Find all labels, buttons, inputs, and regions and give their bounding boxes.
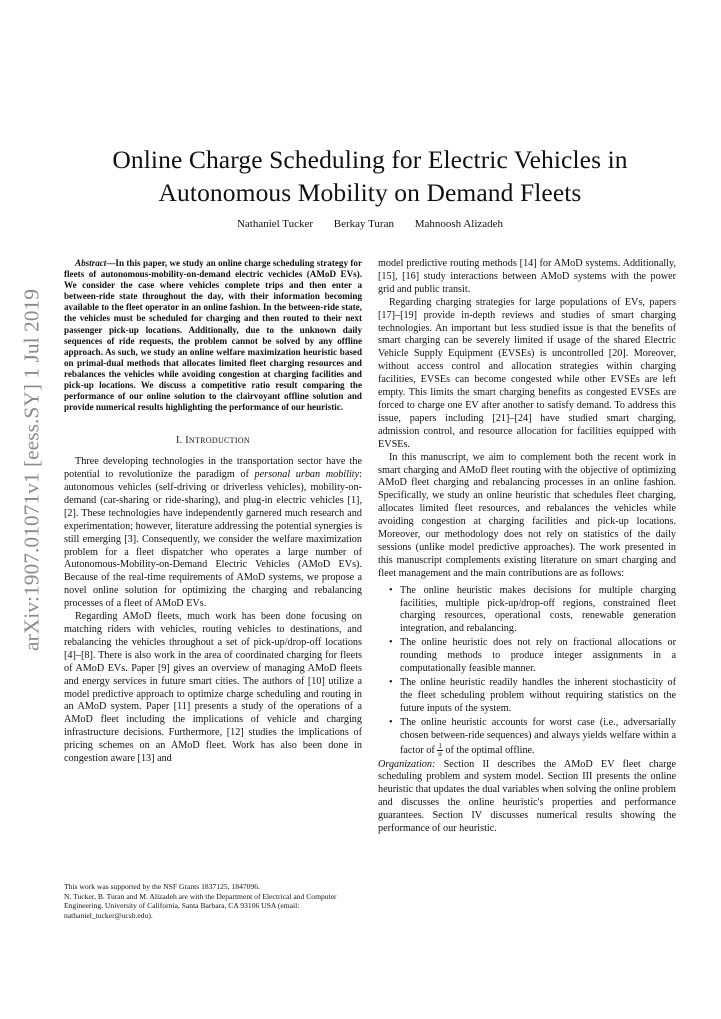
contribution-list xyxy=(378,585,676,758)
footnote-affiliation: N. Tucker, B. Turan and M. Alizadeh are with the Department of Electrical and Computer Engineering, University of California, Santa Barbara, CA 93106 USA (email: nathaniel_tucker@ucsb.edu). xyxy=(64,891,337,920)
abstract-text: —In this paper, we study an online charge scheduling strategy for fleets of autonomous-mobility-on-demand electric vechicles (AMoD EVs). We consider the case where vehicles complete trips and then enter a between-ride state throughout the day, with their information becoming available to the fleet operator in an online fashion. In the between-ride state, the vehicles must be scheduled for charging and then routed to their next passenger pick-up locations. Additionally, due to the unknown daily sequences of ride requests, the problem cannot be solved by any offline approach. As such, we study an online welfare maximization heuristic based on primal-dual methods that allocates limited fleet charging resources and rebalances the vehicles while avoiding congestion at charging facilities and pick-up locations. We discuss a competitive ratio result comparing the performance of our online solution to the clairvoyant offline solution and provide numerical results highlighting the performance of our heuristic. xyxy=(64,258,362,413)
paper-title xyxy=(60,143,680,209)
footnote-funding: This work was supported by the NSF Grants 1837125, 1847096. xyxy=(64,882,260,891)
left-column xyxy=(64,258,362,766)
paragraph: Regarding AMoD fleets, much work has been done focusing on matching riders with vehicles, routing vehicles to destinations, and rebalancing the vehicles throughout a set of pick-up/drop-off locations [4]–[8]. There is also work in the area of coordinated charging for fleets of AMoD EVs. Paper [9] gives an overview of managing AMoD fleets and energy services in future smart cities. The authors of [10] utilize a model predictive approach to optimize charge scheduling and routing in an AMoD system. Paper [11] presents a study of the operations of a AMoD fleet including the implications of vehicle and charging infrastructure decisions. Furthermore, [12] studies the implications of pricing schemes on an AMoD fleet. Work has also been done in congestion aware [13] and xyxy=(64,611,362,765)
title-line-1: Online Charge Scheduling for Electric Vehicles in xyxy=(112,145,628,174)
paragraph: In this manuscript, we aim to complement both the recent work in smart charging and AMoD fleet routing with the objective of optimizing AMoD fleet charging and rebalancing processes in an online fashion. Specifically, we study an online heuristic that schedules fleet charging, allocates limited fleet resources, and rebalances the vehicles while avoiding congestion at charging facilities and pick-up locations. Moreover, our methodology does not rely on statistics of the daily sessions (unlike model predictive approaches). The work presented in this manuscript complements existing literature on smart charging and fleet management and the main contributions are as follows: xyxy=(378,451,676,579)
author-list xyxy=(60,218,680,230)
right-column xyxy=(378,258,676,836)
abstract-label: Abstract xyxy=(75,258,107,268)
list-item: • The online heuristic does not rely on fractional allocations or rounding methods to produce integer assignments in a computationally feasible manner. xyxy=(378,637,676,676)
arxiv-identifier xyxy=(14,250,50,690)
arxiv-id-text: arXiv:1907.01071v1 [eess.SY] 1 Jul 2019 xyxy=(19,289,44,651)
list-item: • The online heuristic readily handles the inherent stochasticity of the fleet scheduling problem without requiring statistics on the future inputs of the system. xyxy=(378,677,676,716)
list-item: • The online heuristic makes decisions for multiple charging facilities, multiple pick-up/drop-off regions, constrained fleet charging resources, operational costs, renewable generation integration, and rebalancing. xyxy=(378,585,676,637)
author-name: Berkay Turan xyxy=(333,218,394,230)
author-name: Nathaniel Tucker xyxy=(236,218,314,230)
abstract xyxy=(64,258,362,413)
title-line-2: Autonomous Mobility on Demand Fleets xyxy=(158,178,582,207)
footnote xyxy=(64,882,362,920)
fraction: $\frac{1}{\alpha}$ xyxy=(438,741,442,758)
paragraph: Regarding charging strategies for large populations of EVs, papers [17]–[19] provide in-depth reviews and studies of smart charging technologies. An important but less studied issue is that the benefits of smart charging can be severely limited if usage of the shared Electric Vehicle Supply Equipment (EVSEs) is uncontrolled [20]. Moreover, without access control and allocation strategies within charging facilities, EVSEs can become congested while other EVSEs are left empty. This limits the smart charging benefits as congested EVSEs are forced to charge one EV after another to satisfy demand. To address this issue, papers including [21]–[24] have studied smart charging, admission control, and resource allocation for facilities equipped with EVSEs. xyxy=(378,296,676,450)
list-item: • The online heuristic accounts for worst case (i.e., adversarially chosen between-ride sequences) and always yields welfare within a factor of $\frac{1}{\alpha}$ of the optimal offline. xyxy=(378,717,676,758)
author-name: Mahnoosh Alizadeh xyxy=(414,218,504,230)
section-heading-introduction: I. INTRODUCTION xyxy=(176,435,250,447)
paragraph: Three developing technologies in the transportation sector have the potential to revolutionize the paradigm of personal urban mobility: autonomous vehicles (self-driving or driverless vehicles), mobility-on-demand (car-sharing or ride-sharing), and plug-in electric vehicles [1], [2]. These technologies have independently garnered much research and experimentation; however, literature addressing the potential synergies is still emerging [3]. Consequently, we consider the welfare maximization problem for a fleet dispatcher who operates a large number of Autonomous-Mobility-on-Demand Electric Vehicles (AMoD EVs). Because of the real-time requirements of AMoD systems, we propose a novel online solution for optimizing the charging and rebalancing processes of a fleet of AMoD EVs. xyxy=(64,456,362,610)
paragraph: model predictive routing methods [14] for AMoD systems. Additionally, [15], [16] study interactions between AMoD systems with the power grid and public transit. xyxy=(378,258,676,295)
paragraph-organization: Organization: Section II describes the AMoD EV fleet charge scheduling problem and system model. Section III presents the online heuristic that updates the dual variables when solving the online problem and discusses the online heuristic's properties and performance guarantees. Section IV discusses numerical results showing the performance of our heuristic. xyxy=(378,758,676,835)
